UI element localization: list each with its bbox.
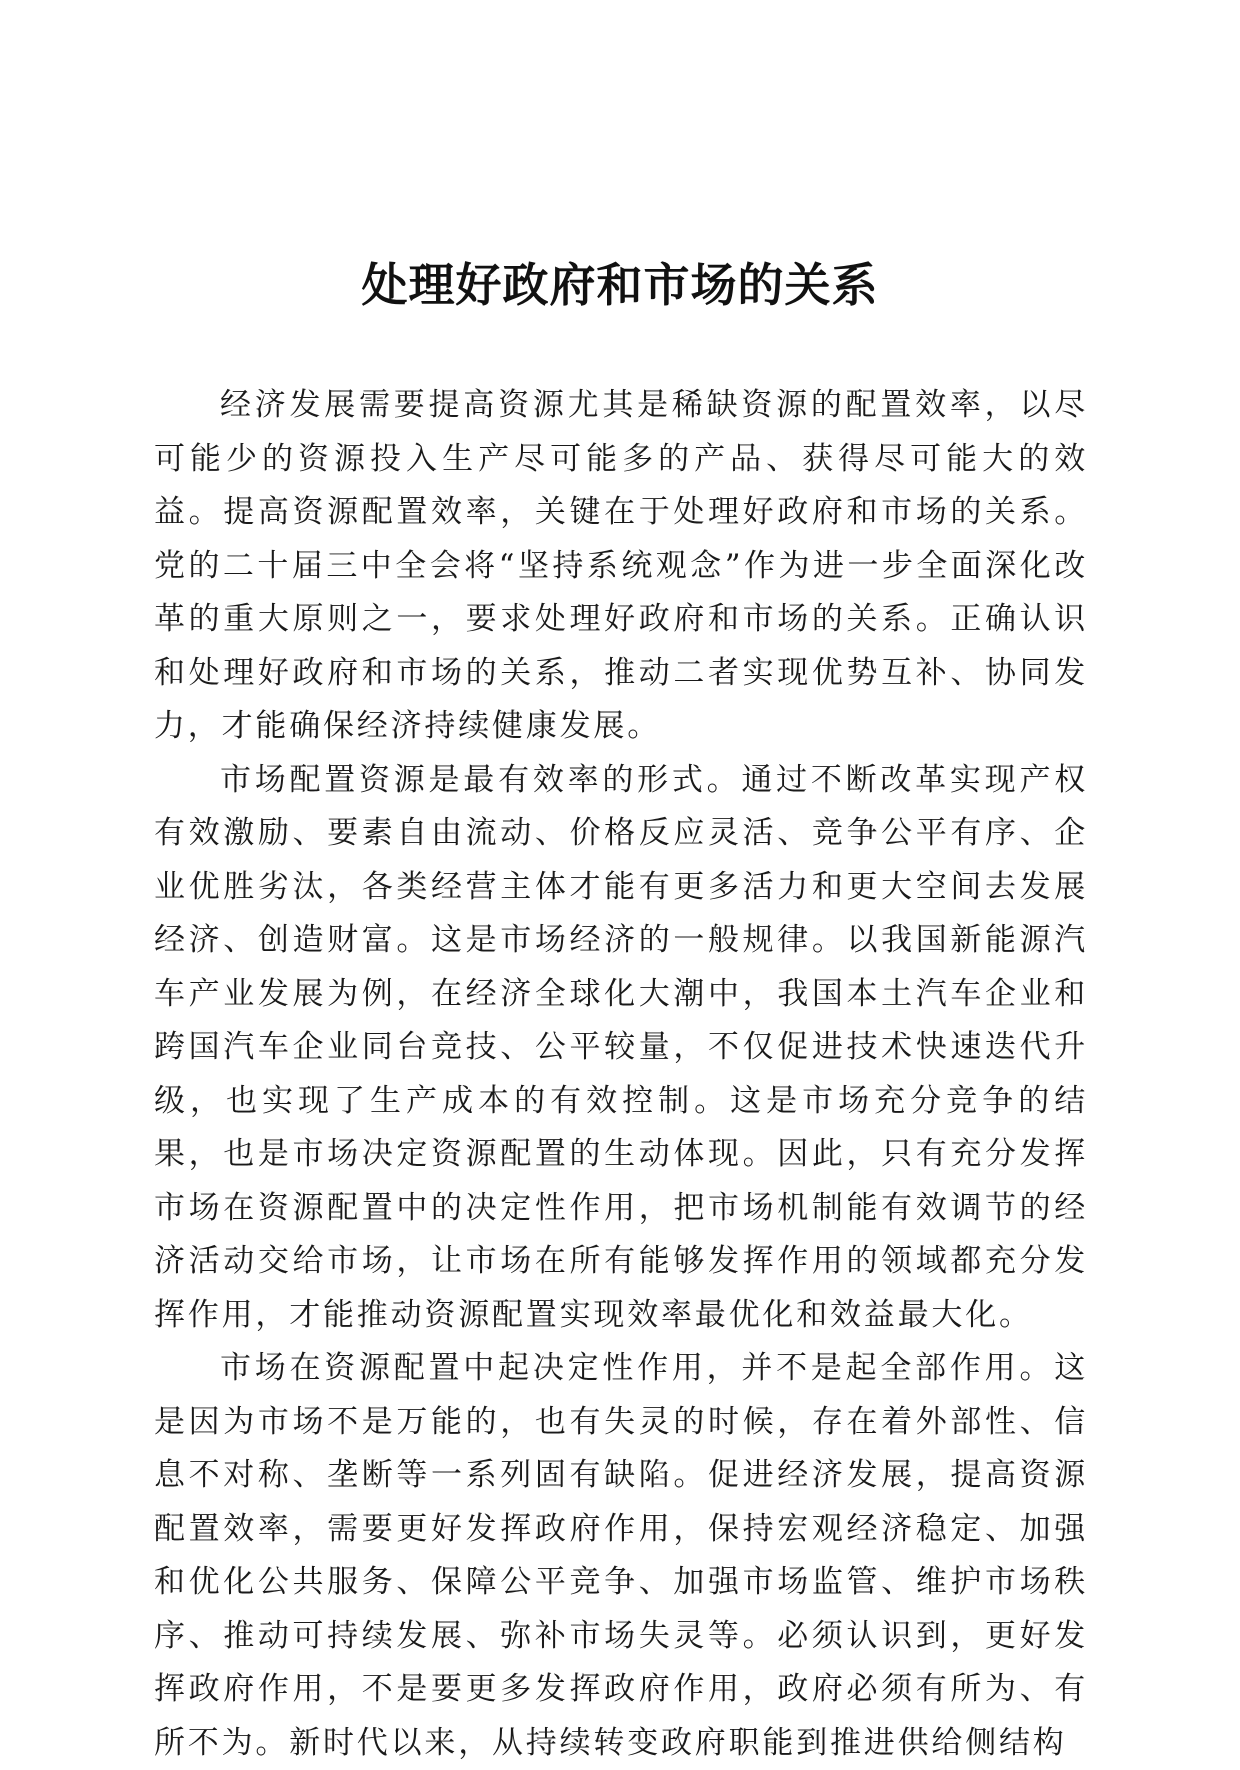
document-body xyxy=(154,379,1088,1770)
paragraph-1: 经济发展需要提高资源尤其是稀缺资源的配置效率，以尽可能少的资源投入生产尽可能多的产品、获得尽可能大的效益。提高资源配置效率，关键在于处理好政府和市场的关系。党的二十届三中全会将“坚持系统观念”作为进一步全面深化改革的重大原则之一，要求处理好政府和市场的关系。正确认识和处理好政府和市场的关系，推动二者实现优势互补、协同发力，才能确保经济持续健康发展。 xyxy=(154,387,1088,744)
paragraph-2: 市场配置资源是最有效率的形式。通过不断改革实现产权有效激励、要素自由流动、价格反应灵活、竞争公平有序、企业优胜劣汰，各类经营主体才能有更多活力和更大空间去发展经济、创造财富。这是市场经济的一般规律。以我国新能源汽车产业发展为例，在经济全球化大潮中，我国本土汽车企业和跨国汽车企业同台竞技、公平较量，不仅促进技术快速迭代升级，也实现了生产成本的有效控制。这是市场充分竞争的结果，也是市场决定资源配置的生动体现。因此，只有充分发挥市场在资源配置中的决定性作用，把市场机制能有效调节的经济活动交给市场，让市场在所有能够发挥作用的领域都充分发挥作用，才能推动资源配置实现效率最优化和效益最大化。 xyxy=(154,761,1088,1333)
paragraph-3: 市场在资源配置中起决定性作用，并不是起全部作用。这是因为市场不是万能的，也有失灵的时候，存在着外部性、信息不对称、垄断等一系列固有缺陷。促进经济发展，提高资源配置效率，需要更好发挥政府作用，保持宏观经济稳定、加强和优化公共服务、保障公平竞争、加强市场监管、维护市场秩序、推动可持续发展、弥补市场失灵等。必须认识到，更好发挥政府作用，不是要更多发挥政府作用，政府必须有所为、有所不为。新时代以来，从持续转变政府职能到推进供给侧结构 xyxy=(154,1350,1088,1761)
document-title: 处理好政府和市场的关系 xyxy=(361,257,879,312)
